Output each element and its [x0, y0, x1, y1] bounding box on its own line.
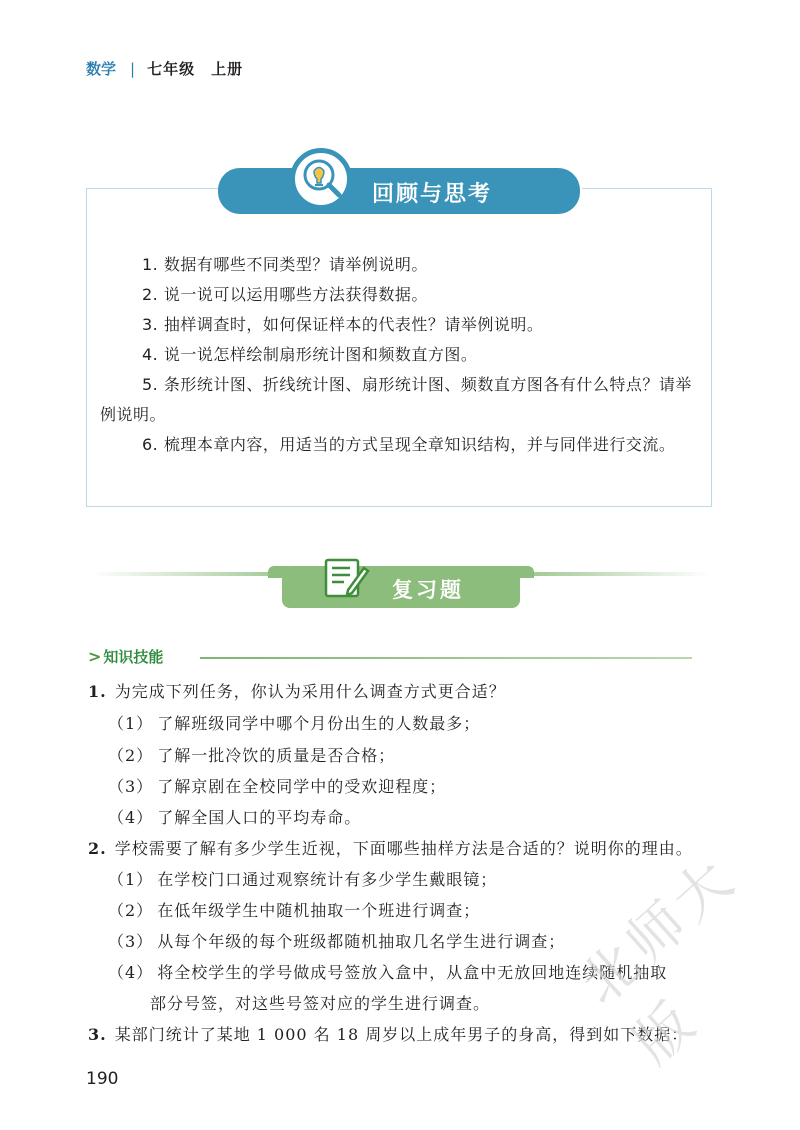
sub-text: 将全校学生的学号做成号签放入盒中，从盒中无放回地连续随机抽取: [157, 963, 668, 982]
sub-label: （1）: [108, 870, 154, 889]
grade-label: 七年级 上册: [147, 60, 244, 78]
review-item-2: 2. 说一说可以运用哪些方法获得数据。: [142, 285, 428, 304]
section-rule: [200, 657, 692, 659]
review-title: 回顾与思考: [372, 182, 493, 207]
divider-right: [520, 572, 710, 576]
question-text: 学校需要了解有多少学生近视，下面哪些抽样方法是合适的？说明你的理由。: [114, 839, 693, 858]
q1-sub-2: [108, 740, 395, 771]
sub-label: （2）: [108, 746, 154, 765]
sub-label: （4）: [108, 963, 154, 982]
question-number: 3.: [88, 1025, 107, 1044]
review-list: [100, 250, 700, 460]
sub-label: （1）: [108, 714, 154, 733]
question-text: 为完成下列任务，你认为采用什么调查方式更合适？: [114, 682, 506, 701]
question-3: [88, 1019, 688, 1050]
q2-sub-2: [108, 895, 480, 926]
q2-sub-4-continuation: 部分号签，对这些号签对应的学生进行调查。: [150, 994, 491, 1013]
q1-sub-4: [108, 802, 361, 833]
sub-text: 在学校门口通过观察统计有多少学生戴眼镜；: [157, 870, 498, 889]
subject-label: 数学: [86, 60, 117, 78]
sub-text: 在低年级学生中随机抽取一个班进行调查；: [157, 901, 481, 920]
review-item-3: 3. 抽样调查时，如何保证样本的代表性？请举例说明。: [142, 315, 544, 334]
question-text: 某部门统计了某地 1 000 名 18 周岁以上成年男子的身高，得到如下数据：: [114, 1025, 689, 1044]
divider-left: [92, 572, 292, 576]
review-item-6: 6. 梳理本章内容，用适当的方式呈现全章知识结构，并与同伴进行交流。: [142, 435, 676, 454]
review-item-4: 4. 说一说怎样绘制扇形统计图和频数直方图。: [142, 345, 478, 364]
publisher-watermark: 北师大版: [568, 844, 750, 1077]
section-heading: [88, 646, 163, 667]
exercises-title: 复习题: [392, 578, 464, 602]
sub-text: 了解一批冷饮的质量是否合格；: [157, 746, 396, 765]
question-number: 2.: [88, 839, 107, 858]
review-box-top-border-right: [582, 188, 712, 189]
sub-label: （4）: [108, 808, 154, 827]
chevron-right-icon: >: [88, 647, 102, 666]
q1-sub-1: [108, 708, 480, 739]
question-1: [88, 676, 506, 707]
sub-label: （2）: [108, 901, 154, 920]
sub-text: 了解全国人口的平均寿命。: [157, 808, 362, 827]
sub-label: （3）: [108, 777, 154, 796]
section-title: 知识技能: [103, 648, 164, 666]
question-number: 1.: [88, 682, 107, 701]
page-number: 190: [86, 1069, 119, 1089]
header-separator: |: [130, 59, 136, 78]
q1-sub-3: [108, 771, 446, 802]
question-2: [88, 833, 693, 864]
sub-text: 了解班级同学中哪个月份出生的人数最多；: [157, 714, 481, 733]
review-item-5: 5. 条形统计图、折线统计图、扇形统计图、频数直方图各有什么特点？请举例说明。: [100, 375, 692, 424]
sub-label: （3）: [108, 932, 154, 951]
sub-text: 了解京剧在全校同学中的受欢迎程度；: [157, 777, 447, 796]
review-box-top-border-left: [86, 188, 220, 189]
q2-sub-1: [108, 864, 497, 895]
page-header: [86, 58, 243, 79]
pencil-paper-icon: [322, 554, 370, 602]
sub-text: 从每个年级的每个班级都随机抽取几名学生进行调查；: [157, 932, 566, 951]
q2-sub-3: [108, 926, 565, 957]
lightbulb-magnifier-icon: [290, 148, 352, 210]
review-item-1: 1. 数据有哪些不同类型？请举例说明。: [142, 255, 428, 274]
